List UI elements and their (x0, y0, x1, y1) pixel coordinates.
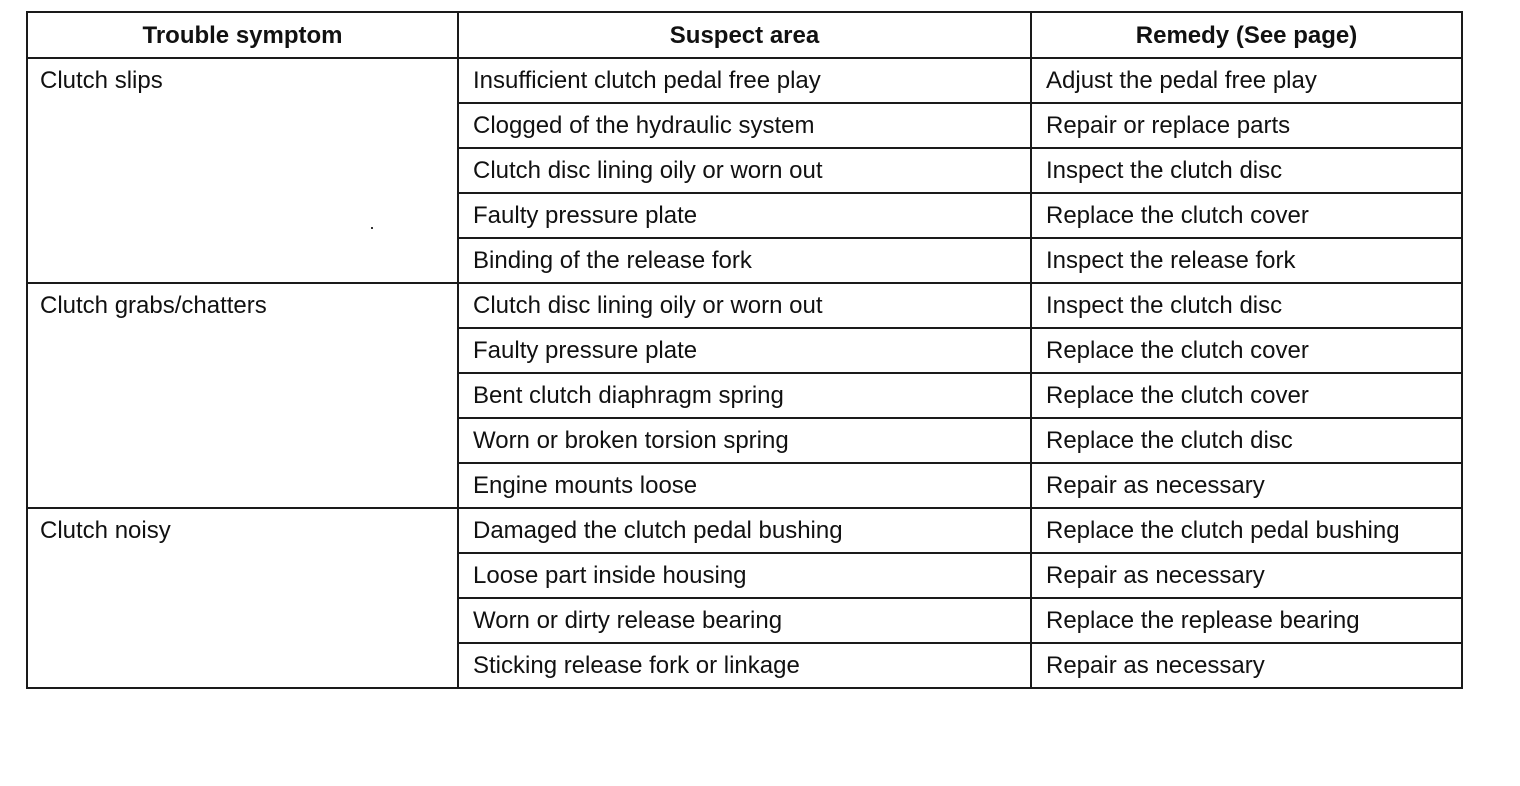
remedy-cell: Repair as necessary (1031, 553, 1462, 598)
remedy-cell: Replace the replease bearing (1031, 598, 1462, 643)
symptom-cell: Clutch slips (27, 58, 458, 283)
remedy-cell: Replace the clutch cover (1031, 328, 1462, 373)
suspect-cell: Faulty pressure plate (458, 193, 1031, 238)
troubleshooting-sheet (26, 11, 1463, 689)
suspect-cell: Clutch disc lining oily or worn out (458, 283, 1031, 328)
remedy-cell: Repair or replace parts (1031, 103, 1462, 148)
header-remedy: Remedy (See page) (1031, 12, 1462, 58)
suspect-cell: Worn or broken torsion spring (458, 418, 1031, 463)
scan-speck (371, 227, 373, 229)
remedy-cell: Replace the clutch cover (1031, 373, 1462, 418)
symptom-cell: Clutch grabs/chatters (27, 283, 458, 508)
suspect-cell: Binding of the release fork (458, 238, 1031, 283)
troubleshooting-table (26, 11, 1463, 689)
suspect-cell: Sticking release fork or linkage (458, 643, 1031, 688)
table-row (27, 58, 1462, 103)
remedy-cell: Replace the clutch disc (1031, 418, 1462, 463)
remedy-cell: Repair as necessary (1031, 643, 1462, 688)
remedy-cell: Inspect the clutch disc (1031, 283, 1462, 328)
suspect-cell: Clogged of the hydraulic system (458, 103, 1031, 148)
symptom-cell: Clutch noisy (27, 508, 458, 688)
table-row (27, 283, 1462, 328)
remedy-cell: Inspect the release fork (1031, 238, 1462, 283)
remedy-cell: Replace the clutch pedal bushing (1031, 508, 1462, 553)
suspect-cell: Engine mounts loose (458, 463, 1031, 508)
table-row (27, 508, 1462, 553)
remedy-cell: Replace the clutch cover (1031, 193, 1462, 238)
suspect-cell: Loose part inside housing (458, 553, 1031, 598)
suspect-cell: Damaged the clutch pedal bushing (458, 508, 1031, 553)
suspect-cell: Bent clutch diaphragm spring (458, 373, 1031, 418)
remedy-cell: Inspect the clutch disc (1031, 148, 1462, 193)
header-trouble-symptom: Trouble symptom (27, 12, 458, 58)
header-row (27, 12, 1462, 58)
suspect-cell: Worn or dirty release bearing (458, 598, 1031, 643)
suspect-cell: Clutch disc lining oily or worn out (458, 148, 1031, 193)
remedy-cell: Adjust the pedal free play (1031, 58, 1462, 103)
suspect-cell: Faulty pressure plate (458, 328, 1031, 373)
remedy-cell: Repair as necessary (1031, 463, 1462, 508)
suspect-cell: Insufficient clutch pedal free play (458, 58, 1031, 103)
header-suspect-area: Suspect area (458, 12, 1031, 58)
